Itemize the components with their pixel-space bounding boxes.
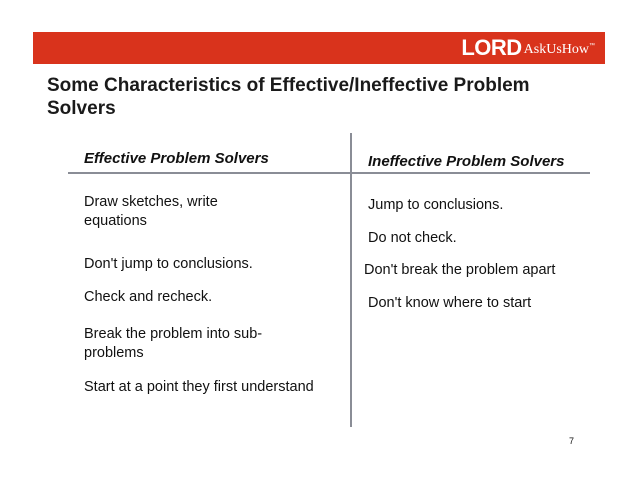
effective-item: Don't jump to conclusions. [84,256,253,272]
slide-title: Some Characteristics of Effective/Ineffective Problem Solvers [47,75,530,119]
effective-item: Start at a point they first understand [84,379,314,395]
header-divider [68,172,590,174]
logo-trademark: ™ [589,43,595,49]
header-banner [33,32,605,64]
logo-tagline: AskUsHow [523,42,589,57]
effective-column-header: Effective Problem Solvers [84,150,269,167]
ineffective-item: Do not check. [368,230,457,246]
ineffective-item: Don't break the problem apart [364,262,556,278]
effective-item: Check and recheck. [84,289,213,305]
effective-item: Break the problem into sub-problems [84,326,263,361]
page-number: 7 [569,436,575,446]
lord-logo [461,37,595,59]
ineffective-item: Jump to conclusions. [368,197,504,213]
effective-item: Draw sketches, write equations [84,194,218,229]
column-divider [350,133,352,427]
logo-wordmark: LORD [461,35,522,60]
ineffective-item: Don't know where to start [368,295,532,311]
ineffective-column-header: Ineffective Problem Solvers [368,153,565,170]
